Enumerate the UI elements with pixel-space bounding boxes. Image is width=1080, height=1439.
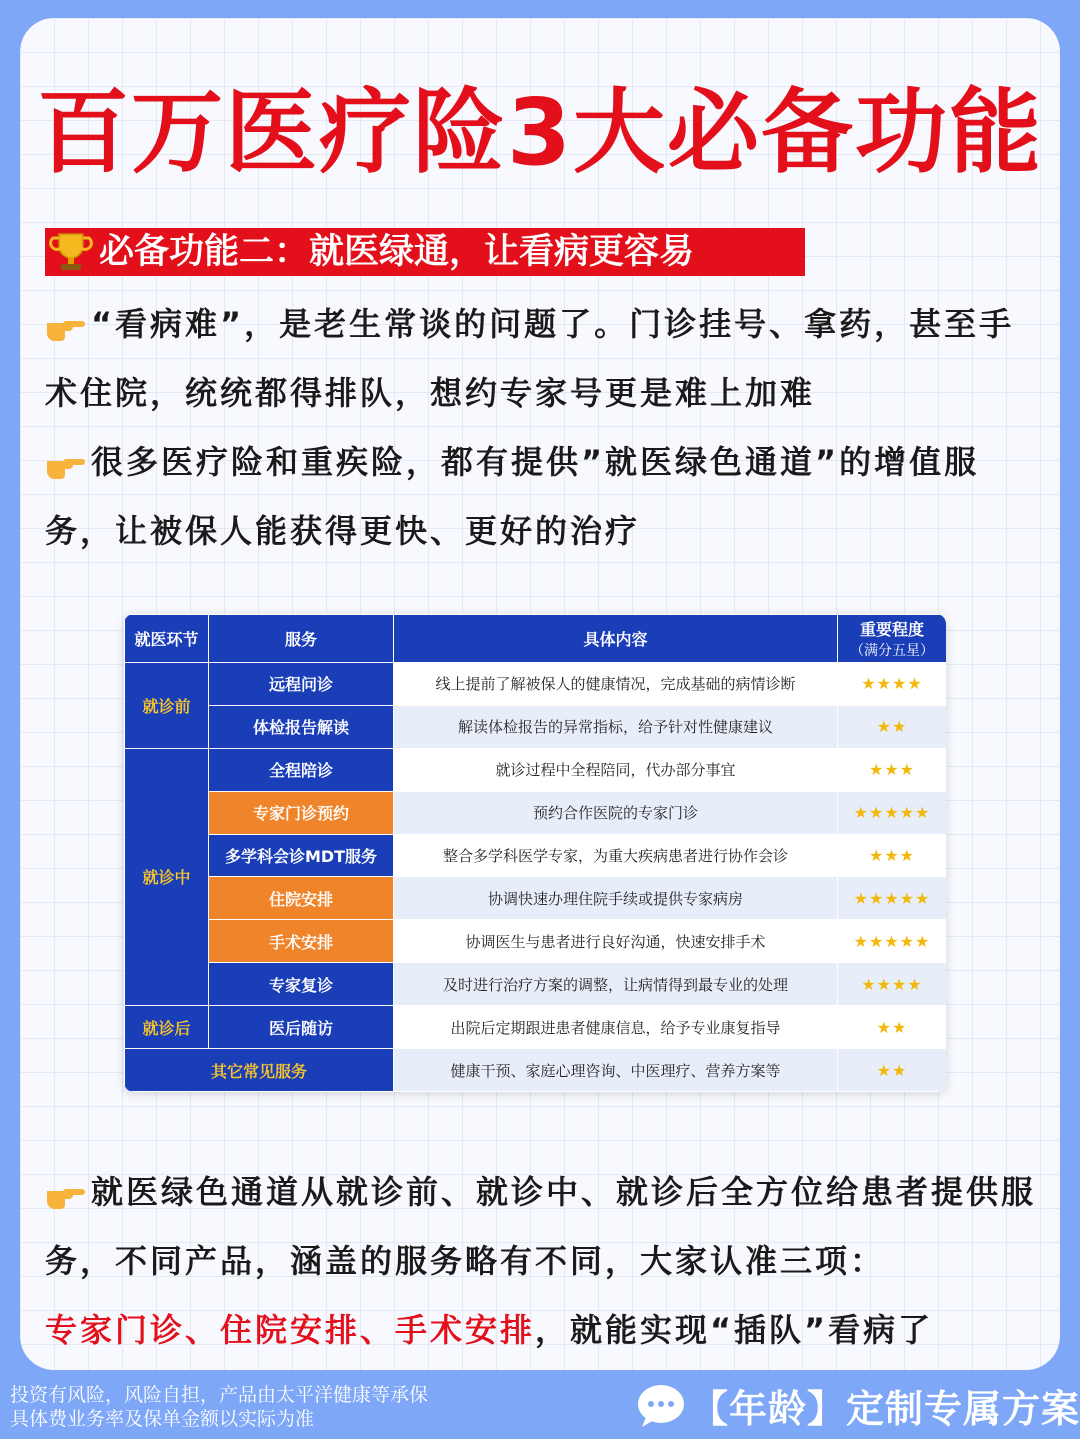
stars-cell: ★★★★★ [838,920,947,963]
header-detail: 具体内容 [394,615,838,663]
service-cell-highlight: 手术安排 [209,920,394,963]
service-cell: 全程陪诊 [209,748,394,791]
detail-cell: 及时进行治疗方案的调整，让病情得到最专业的处理 [394,963,838,1006]
banner-text: 必备功能二：就医绿通，让看病更容易 [99,232,695,272]
stage-cell: 就诊前 [125,663,209,749]
stars-cell: ★★★ [838,748,947,791]
green-channel-table [124,614,946,1092]
paragraph-3 [45,1158,1045,1365]
content-card [20,18,1060,1370]
table-row [125,1049,947,1092]
service-cell-highlight: 住院安排 [209,877,394,920]
stars-cell: ★★★ [838,834,947,877]
detail-cell: 整合多学科医学专家，为重大疾病患者进行协作会诊 [394,834,838,877]
page-title: 百万医疗险3大必备功能 [36,79,1043,186]
detail-cell: 协调快速办理住院手续或提供专家病房 [394,877,838,920]
table-row [125,705,947,748]
stars-cell: ★★★★ [838,663,947,706]
detail-cell: 就诊过程中全程陪同，代办部分事宜 [394,748,838,791]
disclaimer-line-2: 具体费业务率及保单金额以实际为准 [10,1408,315,1430]
detail-cell: 健康干预、家庭心理咨询、中医理疗、营养方案等 [394,1049,838,1092]
detail-cell: 解读体检报告的异常指标，给予针对性健康建议 [394,705,838,748]
footer [0,1370,1080,1439]
service-cell: 多学科会诊MDT服务 [209,834,394,877]
table-row [125,963,947,1006]
table-row [125,791,947,834]
header-service: 服务 [209,615,394,663]
table-row [125,834,947,877]
stars-cell: ★★ [838,705,947,748]
paragraph-3-text: 就医绿色通道从就诊前、就诊中、就诊后全方位给患者提供服务，不同产品，涵盖的服务略有不同，大家认准三项： [45,1173,1037,1280]
detail-cell: 线上提前了解被保人的健康情况，完成基础的病情诊断 [394,663,838,706]
detail-cell: 预约合作医院的专家门诊 [394,791,838,834]
paragraph-2 [45,428,1045,566]
service-cell-highlight: 专家门诊预约 [209,791,394,834]
stage-cell: 就诊后 [125,1006,209,1049]
service-cell: 医后随访 [209,1006,394,1049]
custom-plan-cta[interactable] [636,1378,1080,1433]
paragraph-2-text: 很多医疗险和重疾险，都有提供”就医绿色通道”的增值服务，让被保人能获得更快、更好的治疗 [45,443,980,550]
paragraph-1-text: “看病难”，是老生常谈的问题了。门诊挂号、拿药，甚至手术住院，统统都得排队，想约专家号更是难上加难 [45,305,1015,412]
key-services-highlight: 专家门诊、住院安排、手术安排 [45,1311,536,1349]
service-cell: 专家复诊 [209,963,394,1006]
pointing-hand-icon [45,449,87,479]
pointing-hand-icon [45,1179,87,1209]
stars-cell: ★★★★★ [838,877,947,920]
header-importance-note: （满分五星） [850,643,934,659]
table-row [125,748,947,791]
paragraph-4-text: ，就能实现“插队”看病了 [535,1311,934,1349]
section-banner [45,228,805,276]
table-row [125,1006,947,1049]
service-cell: 体检报告解读 [209,705,394,748]
stars-cell: ★★★★★ [838,791,947,834]
header-importance [838,615,947,663]
detail-cell: 协调医生与患者进行良好沟通，快速安排手术 [394,920,838,963]
stars-cell: ★★ [838,1006,947,1049]
disclaimer [10,1383,428,1431]
cta-text: 【年龄】定制专属方案 [690,1387,1080,1431]
detail-cell: 出院后定期跟进患者健康信息，给予专业康复指导 [394,1006,838,1049]
header-importance-label: 重要程度 [859,620,924,639]
stars-cell: ★★ [838,1049,947,1092]
table-row [125,663,947,706]
trophy-icon [49,230,93,274]
chat-bubble-icon [636,1383,686,1429]
disclaimer-line-1: 投资有风险，风险自担，产品由太平洋健康等承保 [10,1384,429,1406]
pointing-hand-icon [45,311,87,341]
service-cell: 远程问诊 [209,663,394,706]
header-stage: 就医环节 [125,615,209,663]
stage-cell: 就诊中 [125,748,209,1005]
other-services-cell: 其它常见服务 [125,1049,394,1092]
table-row [125,920,947,963]
paragraph-1 [45,290,1045,428]
table-row [125,877,947,920]
stars-cell: ★★★★ [838,963,947,1006]
